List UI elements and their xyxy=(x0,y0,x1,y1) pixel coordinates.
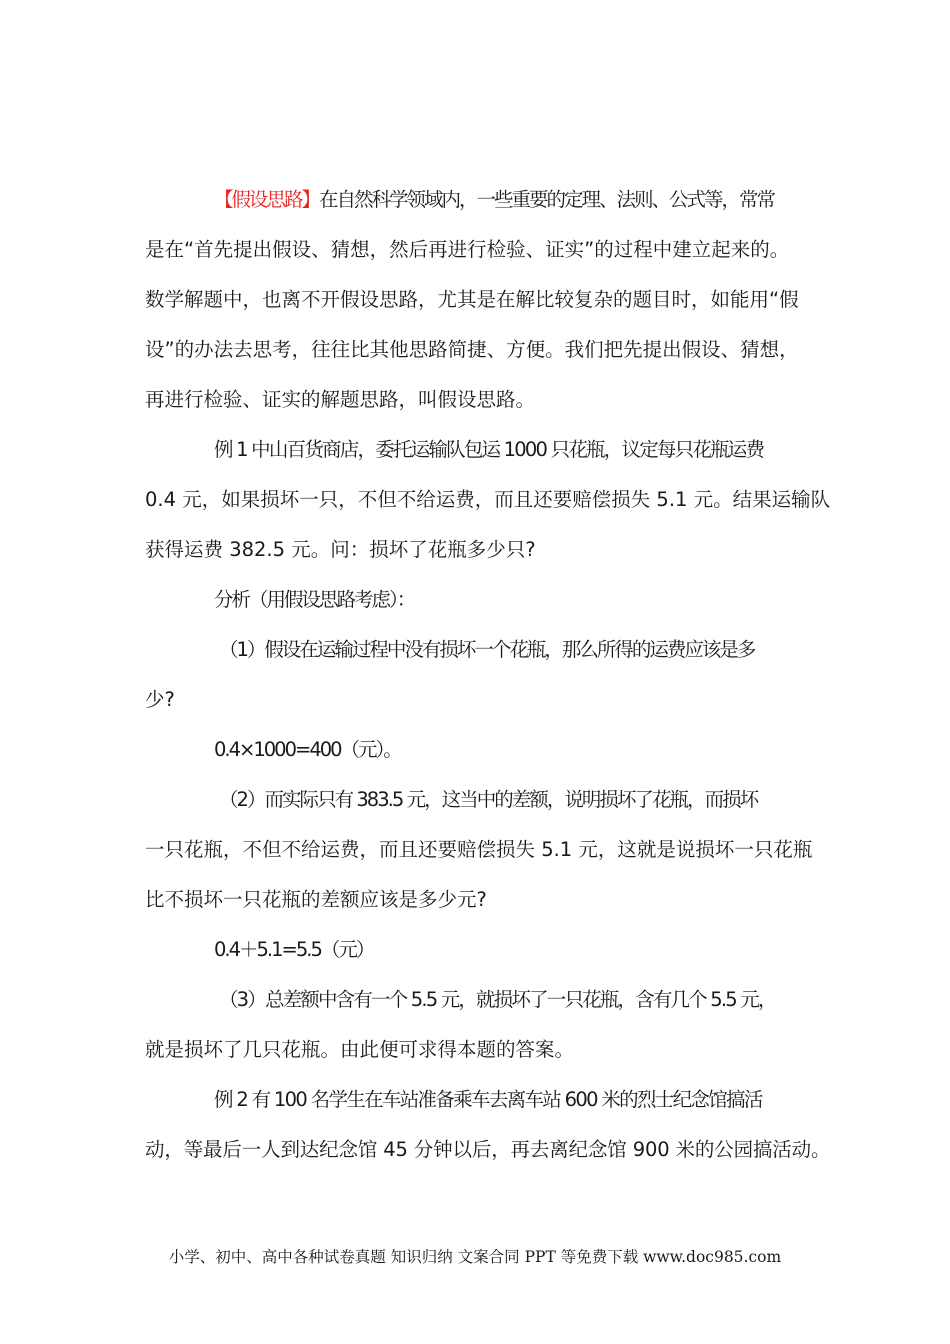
intro-line-1-text: 在自然科学领域内，一些重要的定理、法则、公式等，常常 xyxy=(319,188,775,211)
example1-line-3: 获得运费 382.5 元。问：损坏了花瓶多少只? xyxy=(145,538,536,561)
analysis-step3-line-2: 就是损坏了几只花瓶。由此便可求得本题的答案。 xyxy=(145,1038,575,1061)
calc-2: 0.4＋5.1=5.5（元） xyxy=(214,938,374,961)
page-footer: 小学、初中、高中各种试卷真题 知识归纳 文案合同 PPT 等免费下载 www.doc985.com xyxy=(168,1248,782,1266)
intro-line-2: 是在“首先提出假设、猜想，然后再进行检验、证实”的过程中建立起来的。 xyxy=(145,238,790,261)
intro-line-5: 再进行检验、证实的解题思路，叫假设思路。 xyxy=(145,388,536,411)
intro-line-3: 数学解题中，也离不开假设思路，尤其是在解比较复杂的题目时，如能用“假 xyxy=(145,288,799,311)
analysis-step2-line-3: 比不损坏一只花瓶的差额应该是多少元? xyxy=(145,888,487,911)
example2-line-1: 例 2 有 100 名学生在车站准备乘车去离车站 600 米的烈士纪念馆搞活 xyxy=(214,1088,762,1111)
analysis-step2-line-1: （2）而实际只有 383.5 元，这当中的差额，说明损坏了花瓶，而损坏 xyxy=(219,788,758,811)
analysis-heading: 分析（用假设思路考虑）： xyxy=(214,588,415,611)
calc-1: 0.4×1000=400（元）。 xyxy=(214,738,401,761)
intro-line-1 xyxy=(214,187,894,213)
topic-tag: 【假设思路】 xyxy=(214,188,320,211)
example1-line-1: 例 1 中山百货商店，委托运输队包运 1000 只花瓶，议定每只花瓶运费 xyxy=(214,438,764,461)
analysis-step1-line-1: （1）假设在运输过程中没有损坏一个花瓶，那么所得的运费应该是多 xyxy=(219,638,755,661)
example2-line-2: 动，等最后一人到达纪念馆 45 分钟以后，再去离纪念馆 900 米的公园搞活动。 xyxy=(145,1138,831,1161)
analysis-step3-line-1: （3）总差额中含有一个 5.5 元，就损坏了一只花瓶，含有几个 5.5 元， xyxy=(219,988,776,1011)
example1-line-2: 0.4 元，如果损坏一只，不但不给运费，而且还要赔偿损失 5.1 元。结果运输队 xyxy=(145,488,831,511)
analysis-step1-line-2: 少? xyxy=(145,688,175,711)
analysis-step2-line-2: 一只花瓶，不但不给运费，而且还要赔偿损失 5.1 元，这就是说损坏一只花瓶 xyxy=(145,838,813,861)
intro-line-4: 设”的办法去思考，往往比其他思路简捷、方便。我们把先提出假设、猜想， xyxy=(145,338,799,361)
